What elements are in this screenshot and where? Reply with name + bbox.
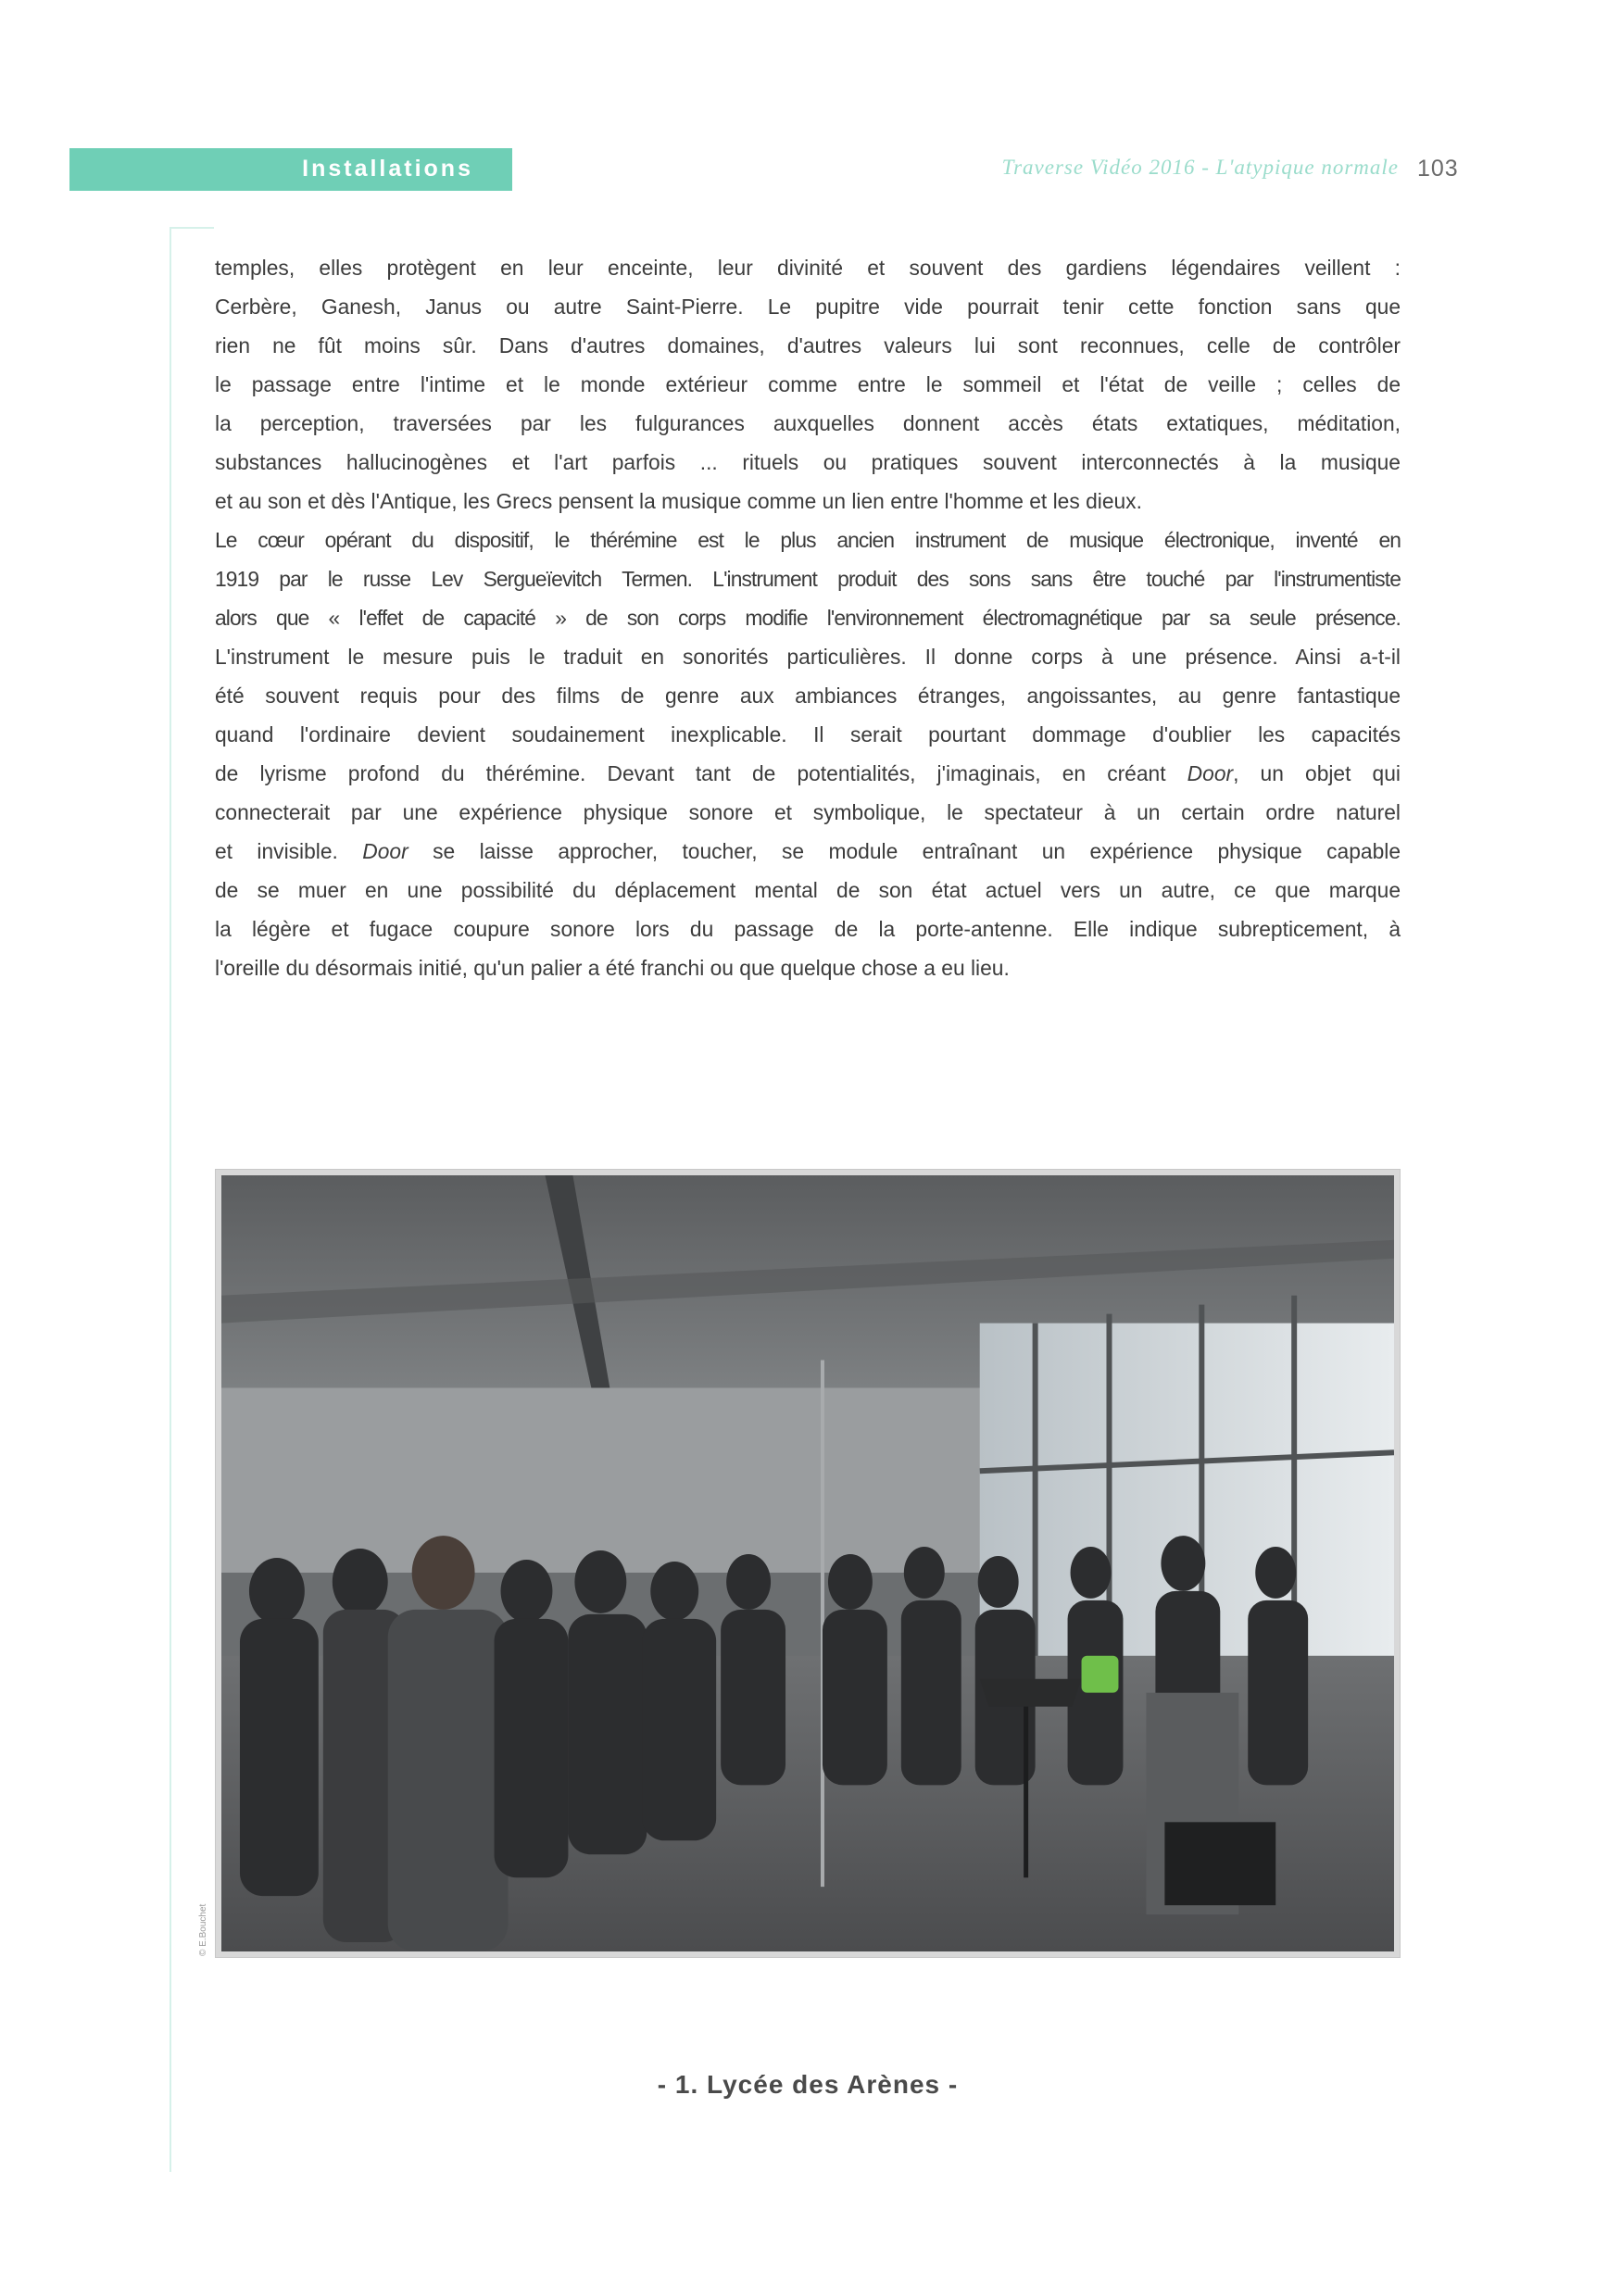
margin-rule xyxy=(170,227,171,2172)
text-span: se laisse approcher, toucher, se module entraînant un expérience physique capable xyxy=(408,839,1401,863)
photo-green-bag xyxy=(1082,1656,1119,1693)
text-line: et au son et dès l'Antique, les Grecs pensent la musique comme un lien entre l'homme et les dieux. xyxy=(215,489,1142,513)
text-line xyxy=(215,754,1401,793)
page-number: 103 xyxy=(1417,156,1459,182)
text-line: L'instrument le mesure puis le traduit en sonorités particulières. Il donne corps à une présence. Ainsi a-t-il xyxy=(215,645,1401,669)
margin-rule-top xyxy=(170,227,214,229)
text-span: et invisible. xyxy=(215,839,363,863)
text-line: été souvent requis pour des films de genre aux ambiances étranges, angoissantes, au genre fantastique xyxy=(215,684,1401,708)
section-header-band xyxy=(69,148,512,191)
text-line: l'oreille du désormais initié, qu'un palier a été franchi ou que quelque chose a eu lieu. xyxy=(215,956,1010,980)
photo-frame xyxy=(215,1169,1401,1958)
installation-photo xyxy=(221,1175,1394,1951)
text-line: la perception, traversées par les fulgurances auxquelles donnent accès états extatiques, méditation, xyxy=(215,411,1401,435)
text-line xyxy=(215,832,1401,871)
text-line: temples, elles protègent en leur enceinte, leur divinité et souvent des gardiens légendaires veillent : xyxy=(215,256,1401,280)
text-line: alors que « l'effet de capacité » de son corps modifie l'environnement électromagnétique par sa seule présence. xyxy=(215,606,1401,630)
text-line: Cerbère, Ganesh, Janus ou autre Saint-Pierre. Le pupitre vide pourrait tenir cette fonction sans que xyxy=(215,295,1401,319)
text-line: 1919 par le russe Lev Sergueïevitch Termen. L'instrument produit des sons sans être touché par l'instrumentiste xyxy=(215,567,1401,591)
text-line: de se muer en une possibilité du déplacement mental de son état actuel vers un autre, ce que marque xyxy=(215,878,1401,902)
photo-equipment xyxy=(1164,1822,1275,1905)
text-line: quand l'ordinaire devient soudainement inexplicable. Il serait pourtant dommage d'oublier les capacités xyxy=(215,722,1401,747)
section-title: Installations xyxy=(302,156,473,182)
artwork-title: Door xyxy=(362,839,408,863)
running-head: Traverse Vidéo 2016 - L'atypique normale xyxy=(1001,156,1399,179)
text-line: Le cœur opérant du dispositif, le thérémine est le plus ancien instrument de musique électronique, inventé en xyxy=(215,528,1401,552)
text-line: connecterait par une expérience physique sonore et symbolique, le spectateur à un certain ordre naturel xyxy=(215,800,1401,824)
text-span: , un objet qui xyxy=(1233,761,1401,785)
photo-credit: © E.Bouchet xyxy=(198,1903,208,1956)
text-line: substances hallucinogènes et l'art parfois ... rituels ou pratiques souvent interconnectés à la musique xyxy=(215,450,1401,474)
text-line: rien ne fût moins sûr. Dans d'autres domaines, d'autres valeurs lui sont reconnues, celle de contrôler xyxy=(215,333,1401,358)
artwork-title: Door xyxy=(1187,761,1234,785)
body-text xyxy=(215,248,1401,987)
text-line: la légère et fugace coupure sonore lors du passage de la porte-antenne. Elle indique subrepticement, à xyxy=(215,917,1401,941)
text-span: de lyrisme profond du thérémine. Devant tant de potentialités, j'imaginais, en créant xyxy=(215,761,1187,785)
photo-music-stand-desk xyxy=(980,1679,1082,1707)
figure-caption: - 1. Lycée des Arènes - xyxy=(657,2070,959,2099)
text-line: le passage entre l'intime et le monde extérieur comme entre le sommeil et l'état de veille ; celles de xyxy=(215,372,1401,396)
